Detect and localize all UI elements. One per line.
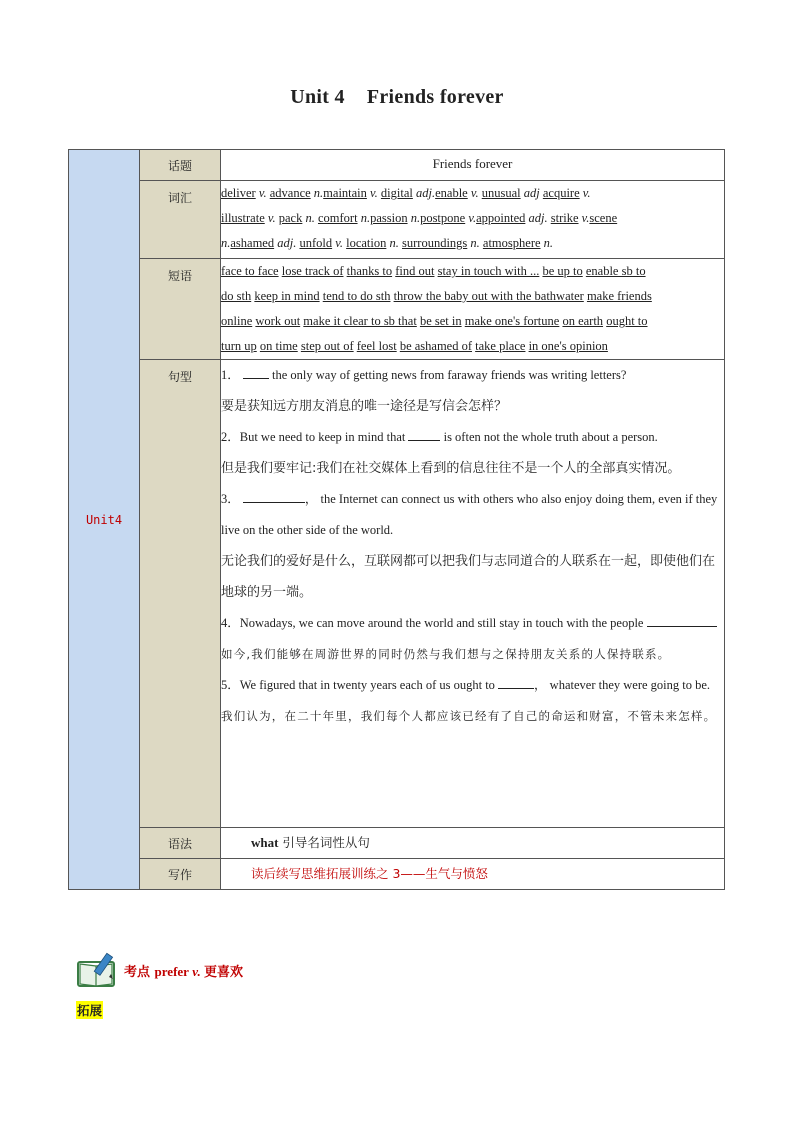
phrase-item: feel lost [356,339,397,353]
vocab-pos: n. [310,186,324,200]
kaodian-label: 考点 [124,964,155,980]
vocab-word: maintain [323,186,367,200]
phrase-item: in one's opinion [528,339,608,353]
vocab-word: pack [278,211,303,225]
sentence-chinese: 但是我们要牢记:我们在社交媒体上看到的信息往往不是一个人的全部真实情况。 [221,461,681,476]
phrase-item: be up to [542,264,583,278]
topic-text: Friends forever [432,156,513,171]
sentence-chinese: 如今,我们能够在周游世界的同时仍然与我们想与之保持朋友关系的人保持联系。 [221,647,671,661]
vocab-word: unfold [299,236,333,250]
phrase-item: lose track of [281,264,344,278]
tuozhan-label: 拓展 [77,1003,103,1018]
fill-in-blank [243,491,305,503]
vocab-word: acquire [542,186,580,200]
kaodian-heading [76,952,243,988]
phrase-item: step out of [300,339,354,353]
writing-text: 读后续写思维拓展训练之 3——生气与愤怒 [251,866,488,881]
vocab-pos: n. [302,211,318,225]
phrase-item: take place [475,339,526,353]
vocab-word: scene [589,211,618,225]
vocab-pos: n. [540,236,554,250]
vocab-word: postpone [420,211,466,225]
vocab-pos: v. [467,186,482,200]
vocab-pos: adj. [412,186,436,200]
vocab-word: comfort [317,211,358,225]
vocab-word: advance [269,186,311,200]
vocab-line [221,181,724,206]
phrase-item: stay in touch with ... [437,264,540,278]
fill-in-blank [647,615,717,627]
vocab-pos: v. [264,211,279,225]
vocab-pos: v. [255,186,270,200]
phrase-item: be ashamed of [399,339,473,353]
row-label-topic: 话题 [140,150,221,181]
phrase-line [221,309,724,334]
writing-cell [221,859,725,890]
vocab-word: unusual [481,186,521,200]
phrase-item: do sth [221,289,252,303]
vocab-line [221,206,724,231]
fill-in-blank [408,429,440,441]
vocab-word: location [346,236,387,250]
phrase-item: enable sb to [585,264,646,278]
sentence-chinese: 我们认为，在二十年里，我们每个人都应该已经有了自己的命运和财富，不管未来怎样。 [221,709,717,723]
vocab-cell [221,181,725,259]
phrase-item: be set in [419,314,462,328]
phrase-line [221,259,724,284]
phrase-line [221,334,724,359]
phrase-item: make one's fortune [464,314,560,328]
row-label-grammar: 语法 [140,828,221,859]
vocab-line [221,231,724,256]
vocab-word: ashamed [230,236,275,250]
kaodian-word: prefer [154,963,189,979]
phrase-item: on time [259,339,298,353]
phrase-item: turn up [221,339,257,353]
vocab-pos: adj. [274,236,300,250]
phrase-item: throw the baby out with the bathwater [393,289,584,303]
notebook-pencil-icon [76,952,120,988]
vocab-pos: adj. [525,211,551,225]
phrase-item: find out [395,264,435,278]
unit-label: Unit4 [85,512,123,527]
phrase-item: make it clear to sb that [303,314,417,328]
vocab-word: passion [370,211,408,225]
unit-cell [69,150,140,890]
phrase-item: thanks to [346,264,393,278]
unit-overview-table [68,149,725,890]
sentence-chinese: 无论我们的爱好是什么，互联网都可以把我们与志同道合的人联系在一起，即使他们在地球的另一端。 [221,554,716,600]
sentences-cell [221,360,725,828]
vocab-pos: v. [579,186,591,200]
phrase-item: face to face [221,264,279,278]
vocab-pos: n. [407,211,421,225]
phrase-item: keep in mind [254,289,320,303]
row-label-vocab: 词汇 [140,181,221,259]
vocab-pos: v. [332,236,347,250]
vocab-word: illustrate [221,211,265,225]
vocab-pos: n. [221,236,231,250]
grammar-keyword: what [251,835,279,850]
vocab-pos: v. [578,211,590,225]
phrase-item: work out [255,314,301,328]
kaodian-pos: v. [188,963,204,979]
page-title [0,86,794,109]
vocab-pos: adj [520,186,543,200]
phrase-item: on earth [562,314,604,328]
vocab-word: surroundings [402,236,468,250]
vocab-word: digital [380,186,413,200]
phrase-list [221,259,724,359]
sentence-chinese: 要是获知远方朋友消息的唯一途径是写信会怎样？ [221,399,508,414]
unit-topic: Friends forever [366,86,504,108]
vocab-pos: n. [467,236,483,250]
sentence-english: 4．Nowadays, we can move around the world and still stay in touch with the people [221,608,724,639]
sentence-english: 1． the only way of getting news from faraway friends was writing letters? [221,368,627,382]
phrase-item: ought to [606,314,648,328]
fill-in-blank [243,367,269,379]
vocab-word: deliver [221,186,256,200]
phrase-item: tend to do sth [322,289,391,303]
vocab-word: appointed [476,211,526,225]
vocab-list [221,181,724,256]
sentence-list [221,360,724,732]
vocab-word: enable [435,186,468,200]
topic-cell [221,150,725,181]
vocab-word: atmosphere [482,236,541,250]
vocab-pos: v. [465,211,477,225]
vocab-pos: n. [386,236,402,250]
vocab-pos: n. [357,211,371,225]
unit-number: Unit 4 [290,86,345,108]
sentence-english: 3． ， the Internet can connect us with others who also enjoy doing them, even if they live on the other side of the world. [221,492,718,537]
phrase-line [221,284,724,309]
row-label-phrases: 短语 [140,259,221,360]
kaodian-meaning: 更喜欢 [203,964,243,980]
grammar-text: 引导名词性从句 [278,835,370,850]
sentence-english: 2．But we need to keep in mind that is often not the whole truth about a person. [221,430,658,444]
phrase-item: make friends [586,289,652,303]
sentence-english: 5．We figured that in twenty years each of us ought to ， whatever they were going to be. [221,678,711,692]
row-label-writing: 写作 [140,859,221,890]
row-label-sentences: 句型 [140,360,221,828]
fill-in-blank [498,677,534,689]
phrases-cell [221,259,725,360]
phrase-item: online [221,314,253,328]
vocab-pos: v. [366,186,381,200]
grammar-cell [221,828,725,859]
vocab-word: strike [550,211,579,225]
